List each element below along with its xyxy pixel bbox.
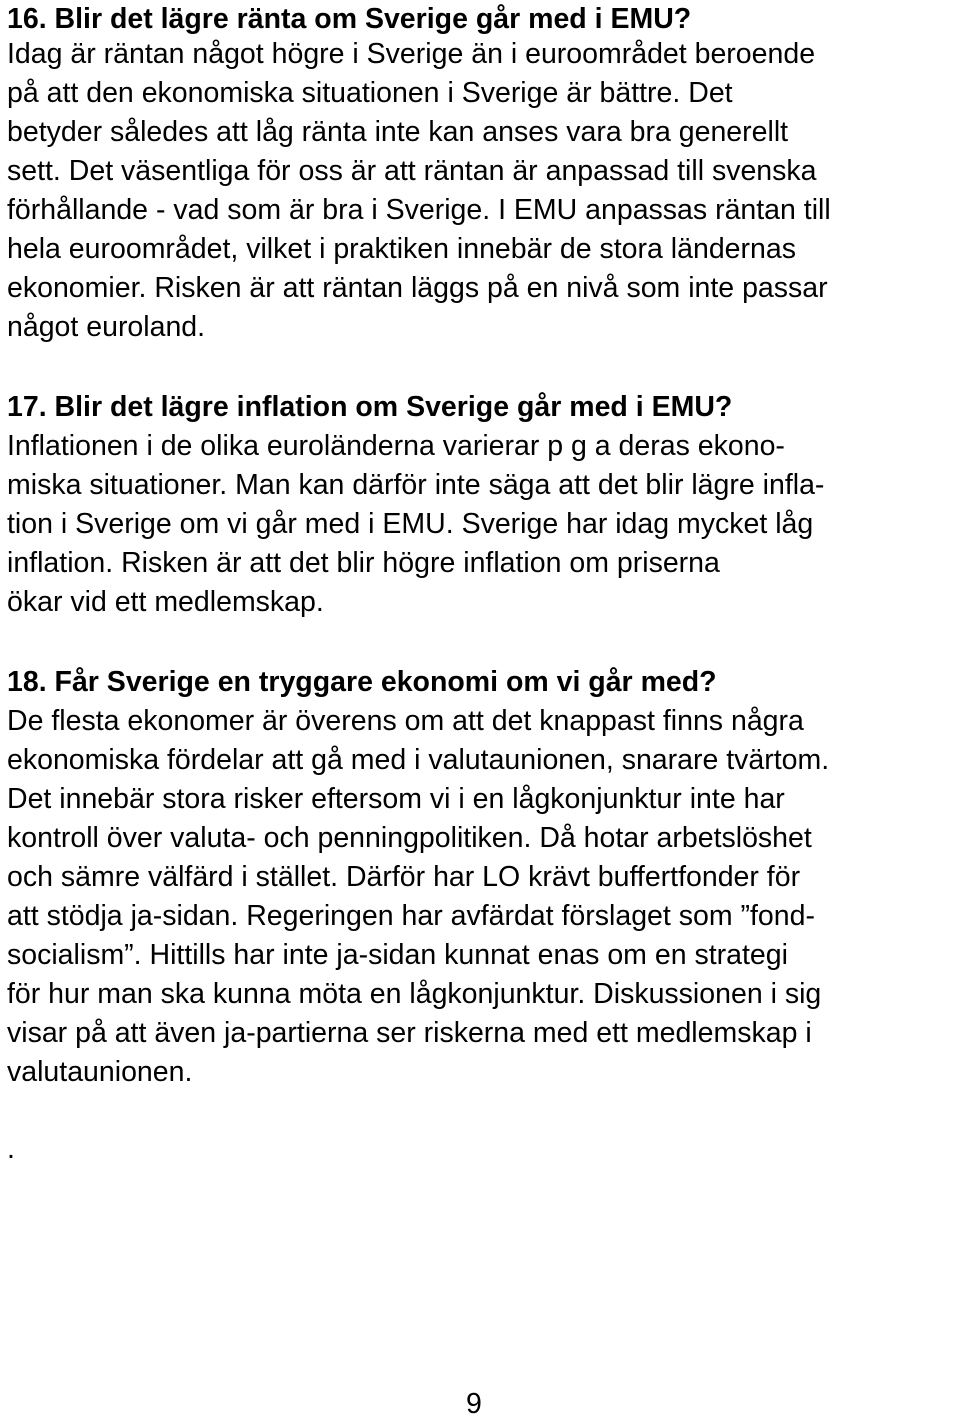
section-18-line: att stödja ja-sidan. Regeringen har avfärdat förslaget som ”fond-: [7, 900, 815, 932]
section-18-line: Det innebär stora risker eftersom vi i en lågkonjunktur inte har: [7, 783, 785, 815]
section-16-heading: 16. Blir det lägre ränta om Sverige går med i EMU?: [7, 3, 692, 35]
section-17-line: tion i Sverige om vi går med i EMU. Sverige har idag mycket låg: [7, 508, 814, 540]
section-18-line: kontroll över valuta- och penningpolitiken. Då hotar arbetslöshet: [7, 822, 812, 854]
section-18-line: valutaunionen.: [7, 1056, 193, 1088]
section-16-line: något euroland.: [7, 311, 206, 343]
section-18-line: ekonomiska fördelar att gå med i valutaunionen, snarare tvärtom.: [7, 744, 830, 776]
section-17-line: Inflationen i de olika euroländerna varierar p g a deras ekono-: [7, 430, 785, 462]
section-16-line: ekonomier. Risken är att räntan läggs på en nivå som inte passar: [7, 272, 828, 304]
section-18-line: visar på att även ja-partierna ser riskerna med ett medlemskap i: [7, 1017, 812, 1049]
section-16-line: sett. Det väsentliga för oss är att räntan är anpassad till svenska: [7, 155, 817, 187]
section-18-line: De flesta ekonomer är överens om att det knappast finns några: [7, 705, 804, 737]
section-16-line: på att den ekonomiska situationen i Sverige är bättre. Det: [7, 77, 733, 109]
section-16-line: förhållande - vad som är bra i Sverige. I EMU anpassas räntan till: [7, 194, 831, 226]
section-16-line: Idag är räntan något högre i Sverige än i euroområdet beroende: [7, 38, 816, 70]
trailing-period: .: [7, 1133, 15, 1165]
section-18-heading: 18. Får Sverige en tryggare ekonomi om vi går med?: [7, 666, 717, 698]
section-18-line: och sämre välfärd i stället. Därför har LO krävt buffertfonder för: [7, 861, 801, 893]
section-18-line: socialism”. Hittills har inte ja-sidan kunnat enas om en strategi: [7, 939, 788, 971]
section-17-line: inflation. Risken är att det blir högre inflation om priserna: [7, 547, 720, 579]
section-17-line: ökar vid ett medlemskap.: [7, 586, 324, 618]
page-number: 9: [466, 1388, 482, 1420]
section-16-line: hela euroområdet, vilket i praktiken innebär de stora ländernas: [7, 233, 796, 265]
section-18-line: för hur man ska kunna möta en lågkonjunktur. Diskussionen i sig: [7, 978, 822, 1010]
section-17-heading: 17. Blir det lägre inflation om Sverige går med i EMU?: [7, 391, 733, 423]
section-16-line: betyder således att låg ränta inte kan anses vara bra generellt: [7, 116, 789, 148]
section-17-line: miska situationer. Man kan därför inte säga att det blir lägre infla-: [7, 469, 825, 501]
